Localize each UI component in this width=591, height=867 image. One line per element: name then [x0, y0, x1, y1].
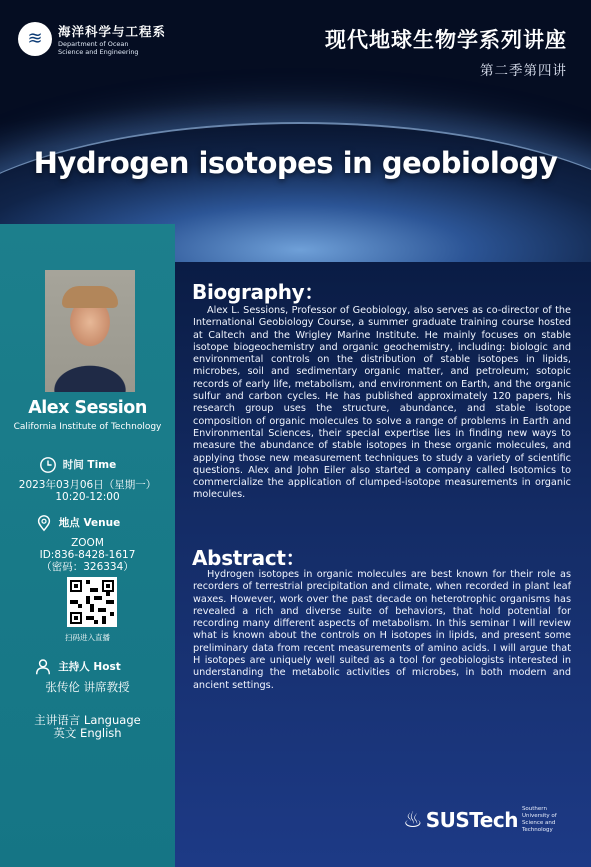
host-label: 主持人 Host — [58, 661, 121, 673]
talk-title: Hydrogen isotopes in geobiology — [33, 146, 558, 180]
sustech-wordmark: SUSTech — [425, 808, 518, 832]
host-block — [0, 658, 175, 693]
abstract-text: Hydrogen isotopes in organic molecules are best known for their role as recorders of terrestrial precipitation and climate, when recorded in plant leaf waxes. However, work over the past decade on heterotrophic organisms has revealed a rich and diverse suite of behaviors, that hold potential for recording many different aspects of metabolism. In this seminar I will review what is known about the controls on H isotopes in lipids, and present some preliminary data from recent measurements of amino acids. I will argue that H isotopes are uniquely well suited as a tool for geobiologists interested in understanding the metabolic activities of microbes, in both modern and ancient settings. — [193, 569, 571, 691]
venue-platform: ZOOM — [71, 537, 104, 549]
department-logo — [18, 22, 166, 56]
time-label: 时间 Time — [62, 459, 117, 471]
speaker-institution: California Institute of Technology — [13, 422, 162, 432]
venue-label: 地点 Venue — [58, 517, 121, 529]
time-date: 2023年03月06日（星期一） — [18, 479, 157, 491]
time-block — [0, 456, 175, 503]
content-panel — [175, 262, 591, 867]
abstract-heading: Abstract： — [192, 546, 306, 570]
livestream-qr-code[interactable] — [67, 577, 117, 627]
venue-password: （密码：326334） — [41, 561, 134, 573]
ocean-logo-icon: ≋ — [18, 22, 52, 56]
speaker-name: Alex Session — [28, 398, 147, 418]
department-name-cn: 海洋科学与工程系 — [58, 24, 167, 39]
qr-caption: 扫码进入直播 — [65, 633, 110, 642]
time-hours: 10:20-12:00 — [55, 491, 120, 503]
biography-heading: Biography： — [192, 280, 325, 304]
language-value: 英文 English — [53, 726, 122, 740]
venue-meeting-id: ID:836-8428-1617 — [39, 549, 136, 561]
sustech-logo — [403, 806, 568, 834]
lecture-series — [325, 24, 567, 79]
speaker-sidebar — [0, 224, 175, 867]
venue-block — [0, 514, 175, 573]
series-episode: 第二季第四讲 — [480, 63, 567, 79]
location-pin-icon — [35, 514, 53, 532]
biography-text: Alex L. Sessions, Professor of Geobiology, also serves as co-director of the International Geobiology Course, a summer graduate training course hosted at Caltech and the Wrigley Marine Institute. He mainly focuses on stable isotope biogeochemistry and organic geochemistry, including: biologic and environmental controls on the distribution of stable isotopes in lipids, microbes, soil and sedimentary organic matter, and petroleum; sotopic records of early life, metabolism, and environment on Earth, and the organic sulfur and carbon cycles. He has published approximately 120 papers, his research group uses the structure, abundance, and stable isotope composition of organic molecules to solve a range of problems in Earth and Environmental Sciences, their special expertise lies in finding new ways to measure the abundance of stable isotopes in these organic molecules, and applying those new measurement techniques to study a variety of scientific questions. Alex and John Eiler also started a company called Isotomics to commercialize the application of clumped-isotope measurements in organic molecules. — [193, 305, 571, 501]
host-name: 张传伦 讲席教授 — [45, 680, 130, 694]
speaker-photo — [45, 270, 135, 392]
sustech-full-name: Southern University of Science and Technology — [521, 806, 557, 833]
language-block — [0, 714, 175, 740]
series-title: 现代地球生物学系列讲座 — [325, 28, 567, 52]
language-label: 主讲语言 Language — [34, 713, 141, 727]
clock-icon — [39, 456, 57, 474]
person-icon — [34, 658, 52, 676]
sustech-flame-icon: ♨ — [403, 807, 423, 833]
department-name-en: Department of Ocean Science and Engineering — [58, 40, 139, 56]
